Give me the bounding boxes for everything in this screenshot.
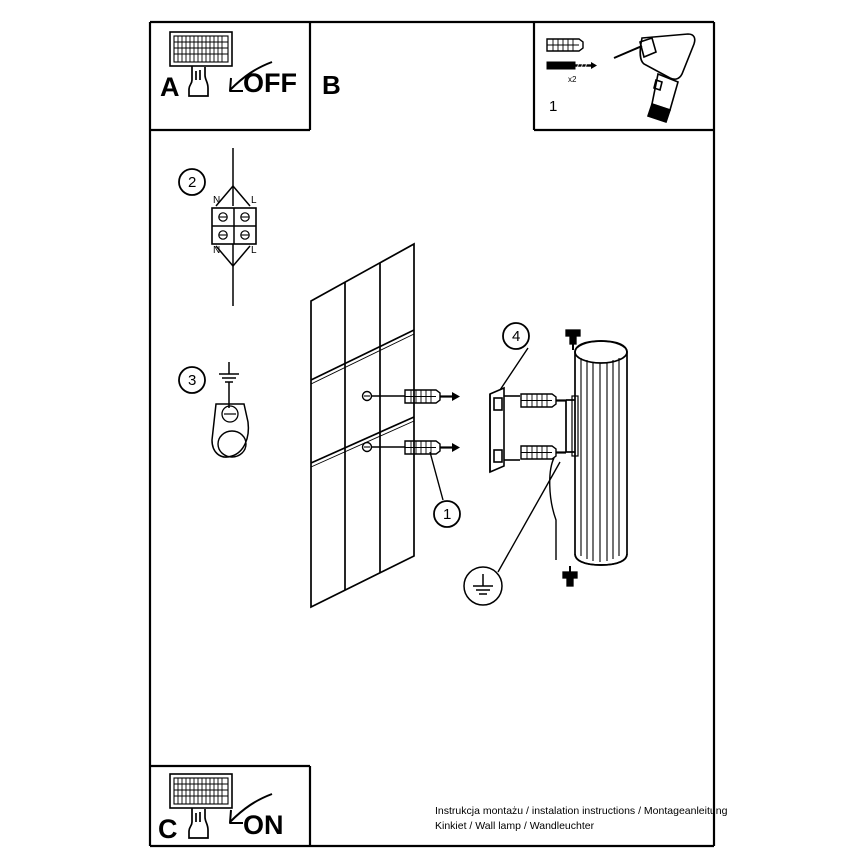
earth-symbol-lower xyxy=(464,567,502,605)
earth-symbol-step3 xyxy=(219,362,239,382)
step-1-box xyxy=(534,22,714,130)
on-label: ON xyxy=(243,810,284,840)
hand-icon-c xyxy=(189,808,208,838)
switch-off-icon xyxy=(170,32,232,66)
step-number-1-top: 1 xyxy=(549,98,558,115)
bracket-screw-upper-icon xyxy=(521,394,566,407)
step-number-4: 4 xyxy=(512,328,521,345)
step-number-1-wall: 1 xyxy=(443,506,452,523)
bottom-set-screw-icon xyxy=(563,566,577,586)
leader-line-earth xyxy=(498,462,560,572)
hand-icon-a xyxy=(189,66,208,96)
switch-on-icon xyxy=(170,774,232,808)
sheet-frame xyxy=(150,22,714,846)
terminal-label-n-bottom: N xyxy=(213,245,221,256)
leader-line-screws xyxy=(430,452,443,500)
section-b-label: B xyxy=(322,70,341,100)
screw-icon-step1 xyxy=(547,62,597,69)
bracket-screw-lower-icon xyxy=(521,446,566,459)
section-a-label: A xyxy=(160,72,180,102)
wall-screw-lower-icon xyxy=(363,441,461,454)
dowel-icon xyxy=(547,39,583,51)
footer-line-2: Kinkiet / Wall lamp / Wandleuchter xyxy=(435,820,595,832)
section-c-label: C xyxy=(158,814,178,844)
wall-icon xyxy=(311,244,414,607)
step-number-3: 3 xyxy=(188,372,197,389)
bracket-icon xyxy=(490,388,520,472)
leader-line-bracket xyxy=(500,348,528,390)
off-label: OFF xyxy=(243,68,297,98)
terminal-label-n-top: N xyxy=(213,195,221,206)
terminal-block-icon xyxy=(212,148,256,306)
footer-line-1: Instrukcja montażu / instalation instructions / Montageanleitung xyxy=(435,805,728,817)
step-number-2: 2 xyxy=(188,174,197,191)
wall-screw-upper-icon xyxy=(363,390,461,403)
drill-icon xyxy=(614,34,695,122)
dowel-quantity-label: x2 xyxy=(568,75,577,84)
earth-terminal-part-icon xyxy=(212,382,248,457)
terminal-label-l-bottom: L xyxy=(251,245,257,256)
terminal-label-l-top: L xyxy=(251,195,257,206)
